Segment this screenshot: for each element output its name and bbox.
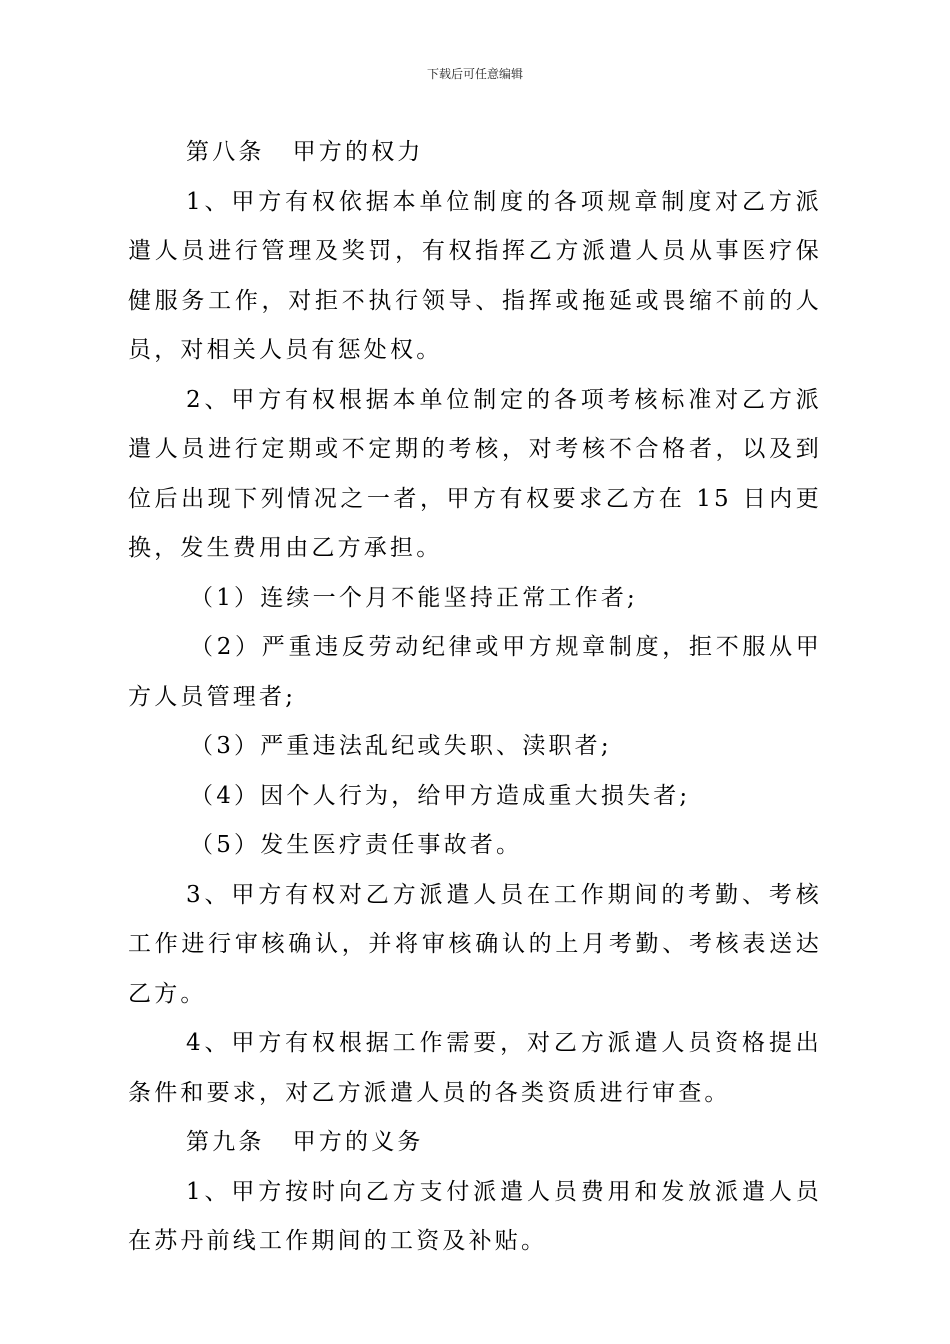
article-9-heading <box>128 1118 822 1168</box>
header-note: 下载后可任意编辑 <box>426 67 523 81</box>
article-8-clause-1: 1、甲方有权依据本单位制度的各项规章制度对乙方派遣人员进行管理及奖罚，有权指挥乙方派遣人员从事医疗保健服务工作，对拒不执行领导、指挥或拖延或畏缩不前的人员，对相关人员有惩处权。 <box>128 188 822 363</box>
article-9-number: 第九条 <box>186 1129 265 1155</box>
article-8-title: 甲方的权力 <box>292 139 424 165</box>
article-8-clause-2: 2、甲方有权根据本单位制定的各项考核标准对乙方派遣人员进行定期或不定期的考核，对考核不合格者，以及到位后出现下列情况之一者，甲方有权要求乙方在 15 日内更换，发生费用由乙方承担。 <box>128 386 822 561</box>
article-8-clause-3: 3、甲方有权对乙方派遣人员在工作期间的考勤、考核工作进行审核确认，并将审核确认的上月考勤、考核表送达乙方。 <box>128 881 822 1007</box>
document-body <box>128 128 822 1267</box>
article-8-heading <box>128 128 822 178</box>
article-8-number: 第八条 <box>186 139 265 165</box>
article-9-title: 甲方的义务 <box>292 1129 424 1155</box>
article-8-clause-4: 4、甲方有权根据工作需要，对乙方派遣人员资格提出条件和要求，对乙方派遣人员的各类资质进行审查。 <box>128 1030 822 1106</box>
article-8-item-3: （3）严重违法乱纪或失职、渎职者; <box>190 733 612 759</box>
article-8-item-4: （4）因个人行为，给甲方造成重大损失者; <box>190 782 691 809</box>
article-8-item-2: （2）严重违反劳动纪律或甲方规章制度，拒不服从甲方人员管理者; <box>128 634 822 710</box>
article-8-item-1: （1）连续一个月不能坚持正常工作者; <box>190 584 638 611</box>
article-8-item-5: （5）发生医疗责任事故者。 <box>190 832 523 858</box>
article-9-clause-1: 1、甲方按时向乙方支付派遣人员费用和发放派遣人员在苏丹前线工作期间的工资及补贴。 <box>128 1178 822 1254</box>
